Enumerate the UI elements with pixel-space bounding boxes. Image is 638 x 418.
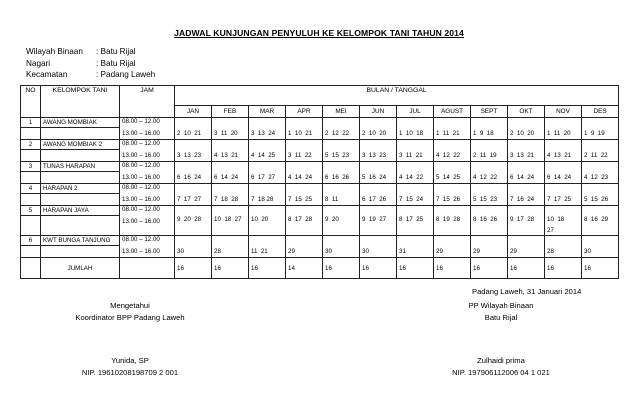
visit-dates: 8 19 28 xyxy=(434,216,471,228)
date-blank xyxy=(249,140,286,150)
row-number: 2 xyxy=(21,140,41,150)
total-value: 16 xyxy=(360,258,397,279)
left-signature-title xyxy=(40,300,220,324)
date-blank xyxy=(175,162,212,172)
date-blank xyxy=(360,184,397,194)
date-blank xyxy=(471,118,508,128)
date-blank xyxy=(249,162,286,172)
visit-dates: 29 xyxy=(471,246,508,258)
table-row-line2 xyxy=(21,128,619,140)
date-blank xyxy=(286,184,323,194)
month-header: MAR xyxy=(249,106,286,118)
date-blank xyxy=(286,140,323,150)
total-value: 16 xyxy=(175,258,212,279)
date-blank xyxy=(212,206,249,216)
total-value: 16 xyxy=(471,258,508,279)
visit-dates: 7 15 24 xyxy=(397,194,434,206)
visit-dates: 10 20 xyxy=(249,216,286,228)
table-row xyxy=(21,162,619,172)
total-value: 16 xyxy=(249,258,286,279)
date-blank xyxy=(249,206,286,216)
jam-cont xyxy=(120,227,175,236)
date-blank xyxy=(175,184,212,194)
right-signature-line2: Batu Rijal xyxy=(484,313,518,322)
date-blank xyxy=(545,140,582,150)
table-row-line2 xyxy=(21,172,619,184)
total-blank xyxy=(120,258,175,279)
visit-dates: 9 17 28 xyxy=(508,216,545,228)
info-row-nagari xyxy=(26,58,155,70)
visit-dates: 4 12 22 xyxy=(471,172,508,184)
date-blank xyxy=(397,184,434,194)
month-header: FEB xyxy=(212,106,249,118)
date-blank xyxy=(212,184,249,194)
visit-dates: 2 10 21 xyxy=(175,128,212,140)
row-number-cont xyxy=(21,216,41,228)
date-blank xyxy=(397,162,434,172)
visit-dates: 9 20 xyxy=(323,216,360,228)
visit-dates-extra xyxy=(397,227,434,236)
date-blank xyxy=(545,118,582,128)
visit-dates: 10 18 xyxy=(545,216,582,228)
table-row-line2 xyxy=(21,246,619,258)
date-blank xyxy=(582,162,619,172)
date-blank xyxy=(508,162,545,172)
date-blank xyxy=(286,236,323,246)
group-name-cont xyxy=(41,216,120,228)
month-header: SEPT xyxy=(471,106,508,118)
visit-dates: 3 11 22 xyxy=(286,150,323,162)
date-blank xyxy=(545,206,582,216)
date-blank xyxy=(471,206,508,216)
row-number-cont xyxy=(21,227,41,236)
total-row xyxy=(21,258,619,279)
visit-dates: 6 14 24 xyxy=(508,172,545,184)
visit-dates: 2 11 19 xyxy=(471,150,508,162)
visit-dates: 2 12 22 xyxy=(323,128,360,140)
visit-dates-extra: 27 xyxy=(545,227,582,236)
date-blank xyxy=(175,206,212,216)
visit-dates: 10 18 27 xyxy=(212,216,249,228)
visit-dates: 5 15 26 xyxy=(582,194,619,206)
visit-dates-extra xyxy=(508,227,545,236)
date-blank xyxy=(471,236,508,246)
schedule-table xyxy=(20,85,619,279)
date-blank xyxy=(434,236,471,246)
visit-dates: 30 xyxy=(175,246,212,258)
visit-dates: 2 10 20 xyxy=(508,128,545,140)
right-signature-title xyxy=(416,300,586,324)
right-signer-nip: NIP. 197906112006 04 1 021 xyxy=(452,368,550,377)
visit-dates: 28 xyxy=(545,246,582,258)
date-blank xyxy=(249,236,286,246)
visit-dates-extra xyxy=(249,227,286,236)
total-value: 16 xyxy=(323,258,360,279)
date-blank xyxy=(286,162,323,172)
visit-dates: 6 14 24 xyxy=(545,172,582,184)
jam-morning: 08.00 – 12.00 xyxy=(120,162,175,172)
date-blank xyxy=(508,118,545,128)
table-row-line2 xyxy=(21,216,619,228)
visit-dates: 29 xyxy=(508,246,545,258)
jam-afternoon: 13.00 – 16.00 xyxy=(120,194,175,206)
visit-dates: 8 17 28 xyxy=(286,216,323,228)
visit-dates: 1 9 19 xyxy=(582,128,619,140)
header-jam: JAM xyxy=(120,86,175,118)
header-kelompok: KELOMPOK TANI xyxy=(41,86,120,118)
date-blank xyxy=(212,118,249,128)
date-blank xyxy=(434,118,471,128)
date-blank xyxy=(397,236,434,246)
region-info xyxy=(26,46,155,81)
row-number-cont xyxy=(21,128,41,140)
visit-dates: 6 16 26 xyxy=(323,172,360,184)
table-row-line2 xyxy=(21,150,619,162)
date-blank xyxy=(175,140,212,150)
date-blank xyxy=(323,236,360,246)
visit-dates: 4 13 21 xyxy=(212,150,249,162)
total-value: 16 xyxy=(397,258,434,279)
visit-dates: 9 19 27 xyxy=(360,216,397,228)
date-blank xyxy=(471,162,508,172)
jam-morning: 08.00 – 12.00 xyxy=(120,206,175,216)
visit-dates: 8 17 25 xyxy=(397,216,434,228)
group-name: HARAPAN 2 xyxy=(41,184,120,194)
visit-dates: 7 18 28 xyxy=(249,194,286,206)
date-blank xyxy=(434,162,471,172)
info-value: : Batu Rijal xyxy=(96,47,136,56)
visit-dates: 30 xyxy=(323,246,360,258)
visit-dates: 7 15 26 xyxy=(434,194,471,206)
row-number-cont xyxy=(21,172,41,184)
date-blank xyxy=(582,140,619,150)
month-header: JUN xyxy=(360,106,397,118)
jam-afternoon: 13.00 – 16.00 xyxy=(120,246,175,258)
date-blank xyxy=(286,118,323,128)
right-signature-block xyxy=(416,355,586,379)
visit-dates: 29 xyxy=(434,246,471,258)
visit-dates: 5 15 23 xyxy=(323,150,360,162)
date-blank xyxy=(508,206,545,216)
info-value: : Batu Rijal xyxy=(96,58,136,68)
date-blank xyxy=(175,236,212,246)
visit-dates: 1 9 18 xyxy=(471,128,508,140)
date-blank xyxy=(508,140,545,150)
group-name-cont xyxy=(41,246,120,258)
info-value: : Padang Laweh xyxy=(96,70,156,80)
visit-dates: 8 16 29 xyxy=(582,216,619,228)
visit-dates: 5 16 24 xyxy=(360,172,397,184)
date-blank xyxy=(508,236,545,246)
visit-dates-extra xyxy=(175,227,212,236)
group-name-cont xyxy=(41,227,120,236)
date-blank xyxy=(545,162,582,172)
left-signer-nip: NIP. 19610208198709 2 001 xyxy=(81,368,179,377)
row-number-cont xyxy=(21,194,41,206)
visit-dates: 29 xyxy=(286,246,323,258)
visit-dates: 6 16 24 xyxy=(175,172,212,184)
group-name: HARAPAN JAYA xyxy=(41,206,120,216)
table-row xyxy=(21,236,619,246)
date-blank xyxy=(212,162,249,172)
visit-dates-extra xyxy=(471,227,508,236)
date-blank xyxy=(360,162,397,172)
visit-dates: 30 xyxy=(360,246,397,258)
total-label: JUMLAH xyxy=(41,258,120,279)
table-row xyxy=(21,118,619,128)
visit-dates: 1 10 21 xyxy=(286,128,323,140)
date-blank xyxy=(286,206,323,216)
visit-dates: 3 13 24 xyxy=(249,128,286,140)
visit-dates-extra xyxy=(212,227,249,236)
info-label: Nagari xyxy=(26,58,51,68)
left-signature-line1: Mengetahui xyxy=(110,301,150,310)
row-number: 4 xyxy=(21,184,41,194)
total-value: 16 xyxy=(545,258,582,279)
total-blank xyxy=(21,258,41,279)
visit-dates: 4 12 23 xyxy=(582,172,619,184)
left-signature-block xyxy=(40,355,220,379)
group-name-cont xyxy=(41,128,120,140)
visit-dates: 6 14 24 xyxy=(212,172,249,184)
place-date: Padang Laweh, 31 Januari 2014 xyxy=(472,287,582,296)
month-header: DES xyxy=(582,106,619,118)
total-value: 16 xyxy=(582,258,619,279)
date-blank xyxy=(471,140,508,150)
date-blank xyxy=(323,206,360,216)
date-blank xyxy=(212,236,249,246)
row-number: 3 xyxy=(21,162,41,172)
row-number-cont xyxy=(21,246,41,258)
visit-dates: 7 17 27 xyxy=(175,194,212,206)
date-blank xyxy=(582,118,619,128)
visit-dates: 5 14 25 xyxy=(434,172,471,184)
visit-dates: 7 18 28 xyxy=(212,194,249,206)
jam-afternoon: 13.00 – 16.00 xyxy=(120,172,175,184)
date-blank xyxy=(249,118,286,128)
visit-dates: 3 11 21 xyxy=(397,150,434,162)
visit-dates: 2 10 20 xyxy=(360,128,397,140)
visit-dates: 7 16 24 xyxy=(508,194,545,206)
visit-dates: 2 11 22 xyxy=(582,150,619,162)
month-header: NOV xyxy=(545,106,582,118)
table-row xyxy=(21,206,619,216)
visit-dates-extra xyxy=(286,227,323,236)
left-signature-line2: Koordinator BPP Padang Laweh xyxy=(75,313,185,322)
visit-dates: 9 20 28 xyxy=(175,216,212,228)
date-blank xyxy=(323,162,360,172)
month-header: JAN xyxy=(175,106,212,118)
visit-dates: 4 14 22 xyxy=(397,172,434,184)
date-blank xyxy=(249,184,286,194)
table-row-line3 xyxy=(21,227,619,236)
table-row-line2 xyxy=(21,194,619,206)
total-value: 14 xyxy=(286,258,323,279)
visit-dates: 4 14 24 xyxy=(286,172,323,184)
date-blank xyxy=(582,236,619,246)
visit-dates: 3 13 21 xyxy=(508,150,545,162)
date-blank xyxy=(582,184,619,194)
visit-dates: 11 21 xyxy=(249,246,286,258)
right-signature-line1: PP Wilayah Binaan xyxy=(468,301,534,310)
visit-dates: 4 12 22 xyxy=(434,150,471,162)
visit-dates: 28 xyxy=(212,246,249,258)
date-blank xyxy=(323,140,360,150)
group-name-cont xyxy=(41,150,120,162)
month-header: AGUST xyxy=(434,106,471,118)
month-header: JUL xyxy=(397,106,434,118)
total-value: 16 xyxy=(434,258,471,279)
jam-morning: 08.00 – 12.00 xyxy=(120,236,175,246)
group-name: AWANG MOMBIAK 2 xyxy=(41,140,120,150)
date-blank xyxy=(508,184,545,194)
left-signer-name: Yunida, SP xyxy=(111,356,149,365)
visit-dates: 3 13 23 xyxy=(175,150,212,162)
date-blank xyxy=(360,118,397,128)
date-blank xyxy=(471,184,508,194)
table-row xyxy=(21,184,619,194)
date-blank xyxy=(582,206,619,216)
total-value: 16 xyxy=(508,258,545,279)
row-number: 5 xyxy=(21,206,41,216)
total-value: 16 xyxy=(212,258,249,279)
visit-dates: 8 16 26 xyxy=(471,216,508,228)
visit-dates: 31 xyxy=(397,246,434,258)
date-blank xyxy=(212,140,249,150)
date-blank xyxy=(360,140,397,150)
visit-dates: 1 11 21 xyxy=(434,128,471,140)
jam-afternoon: 13.00 – 16.00 xyxy=(120,150,175,162)
visit-dates-extra xyxy=(323,227,360,236)
info-row-kecamatan xyxy=(26,69,155,81)
month-header: MEI xyxy=(323,106,360,118)
jam-morning: 08.00 – 12.00 xyxy=(120,118,175,128)
group-name-cont xyxy=(41,194,120,206)
visit-dates: 30 xyxy=(582,246,619,258)
visit-dates: 8 11 xyxy=(323,194,360,206)
jam-morning: 08.00 – 12.00 xyxy=(120,184,175,194)
jam-morning: 08.00 – 12.00 xyxy=(120,140,175,150)
month-header: OKT xyxy=(508,106,545,118)
date-blank xyxy=(323,118,360,128)
group-name: TUNAS HARAPAN xyxy=(41,162,120,172)
row-number: 1 xyxy=(21,118,41,128)
visit-dates: 1 11 20 xyxy=(545,128,582,140)
date-blank xyxy=(397,118,434,128)
group-name: AWANG MOMBIAK xyxy=(41,118,120,128)
header-bulan: BULAN / TANGGAL xyxy=(175,86,619,106)
info-label: Wilayah Binaan xyxy=(26,47,83,56)
header-no: NO xyxy=(21,86,41,118)
visit-dates-extra xyxy=(360,227,397,236)
visit-dates-extra xyxy=(582,227,619,236)
visit-dates: 4 14 25 xyxy=(249,150,286,162)
row-number: 6 xyxy=(21,236,41,246)
date-blank xyxy=(434,206,471,216)
visit-dates: 1 10 18 xyxy=(397,128,434,140)
group-name-cont xyxy=(41,172,120,184)
visit-dates: 3 13 23 xyxy=(360,150,397,162)
visit-dates: 6 17 26 xyxy=(360,194,397,206)
document-title: JADWAL KUNJUNGAN PENYULUH KE KELOMPOK TANI TAHUN 2014 xyxy=(174,28,464,38)
group-name: KWT BUNGA TANJUNG xyxy=(41,236,120,246)
info-label: Kecamatan xyxy=(26,70,68,80)
month-header: APR xyxy=(286,106,323,118)
date-blank xyxy=(434,140,471,150)
row-number-cont xyxy=(21,150,41,162)
visit-dates: 6 17 27 xyxy=(249,172,286,184)
date-blank xyxy=(360,236,397,246)
date-blank xyxy=(397,140,434,150)
visit-dates: 7 17 25 xyxy=(545,194,582,206)
visit-dates-extra xyxy=(434,227,471,236)
table-row xyxy=(21,140,619,150)
visit-dates: 5 15 23 xyxy=(471,194,508,206)
right-signer-name: Zulhaidi prima xyxy=(477,356,525,365)
visit-dates: 4 13 21 xyxy=(545,150,582,162)
header-row xyxy=(21,86,619,106)
visit-dates: 3 11 20 xyxy=(212,128,249,140)
jam-afternoon: 13.00 – 16.00 xyxy=(120,216,175,228)
date-blank xyxy=(175,118,212,128)
date-blank xyxy=(434,184,471,194)
date-blank xyxy=(323,184,360,194)
info-row-wilayah xyxy=(26,46,155,58)
date-blank xyxy=(545,236,582,246)
date-blank xyxy=(360,206,397,216)
visit-dates: 7 15 25 xyxy=(286,194,323,206)
date-blank xyxy=(397,206,434,216)
jam-afternoon: 13.00 – 16.00 xyxy=(120,128,175,140)
date-blank xyxy=(545,184,582,194)
